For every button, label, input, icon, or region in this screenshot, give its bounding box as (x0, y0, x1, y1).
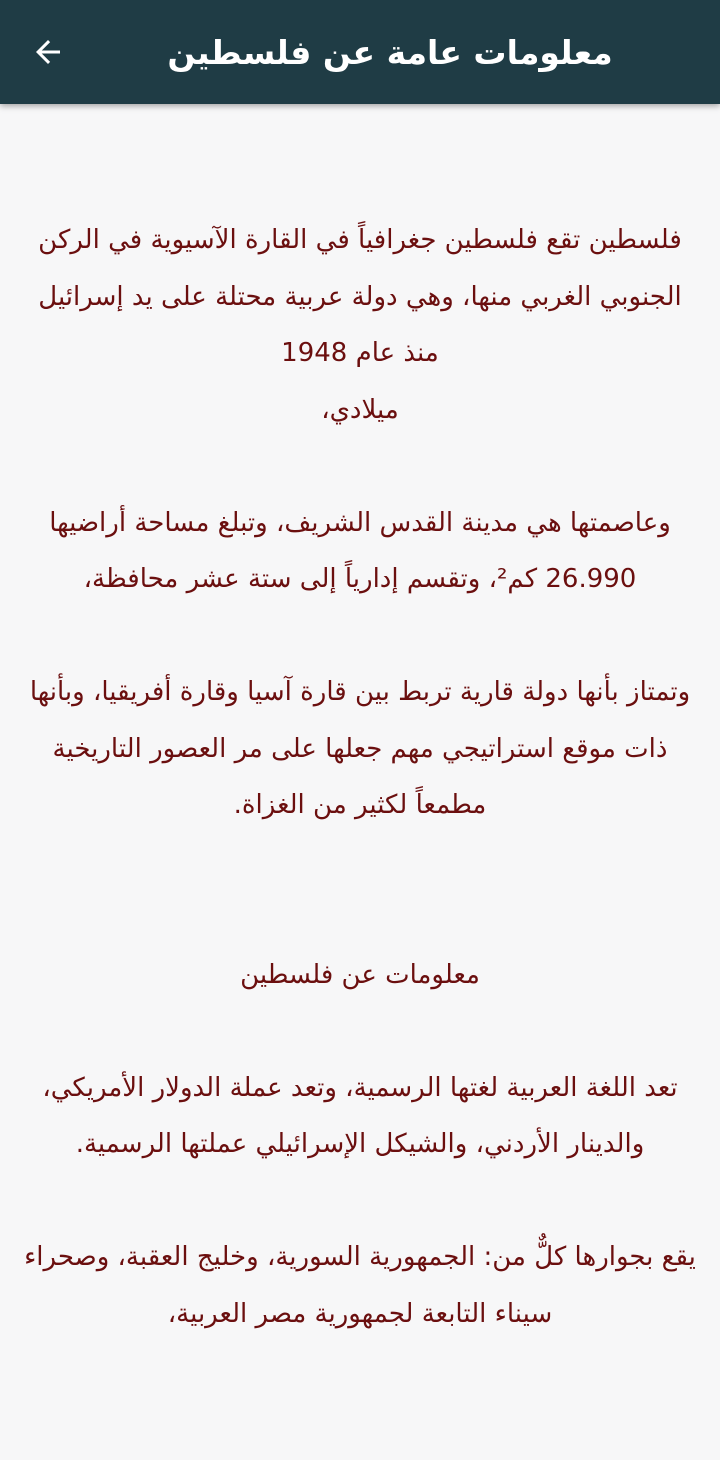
article-body: فلسطين تقع فلسطين جغرافياً في القارة الآسيوية في الركن الجنوبي الغربي منها، وهي دولة عربية محتلة على يد إسرائيل منذ عام 1948 ميلادي، وعاصمتها هي مدينة القدس الشريف، وتبلغ مساحة أراضيها 26.990 كم²، وتقسم إدارياً إلى ستة عشر محافظة، وتمتاز بأنها دولة قارية تربط بين قارة آسيا وقارة أفريقيا، وبأنها ذات موقع استراتيجي مهم جعلها على مر العصور التاريخية مطمعاً لكثير من الغزاة. معلومات عن فلسطين تعد اللغة العربية لغتها الرسمية، وتعد عملة الدولار الأمريكي، والدينار الأردني، والشيكل الإسرائيلي عملتها الرسمية. يقع بجوارها كلٌّ من: الجمهورية السورية، وخليج العقبة، وصحراء سيناء التابعة لجمهورية مصر العربية، (24, 225, 696, 1329)
article-scroll-area[interactable] (0, 104, 720, 1460)
back-button[interactable] (18, 22, 78, 82)
page-title: معلومات عامة عن فلسطين (167, 32, 613, 72)
app-bar (0, 0, 720, 104)
arrow-back-icon (30, 34, 66, 70)
article-text (0, 212, 720, 1342)
